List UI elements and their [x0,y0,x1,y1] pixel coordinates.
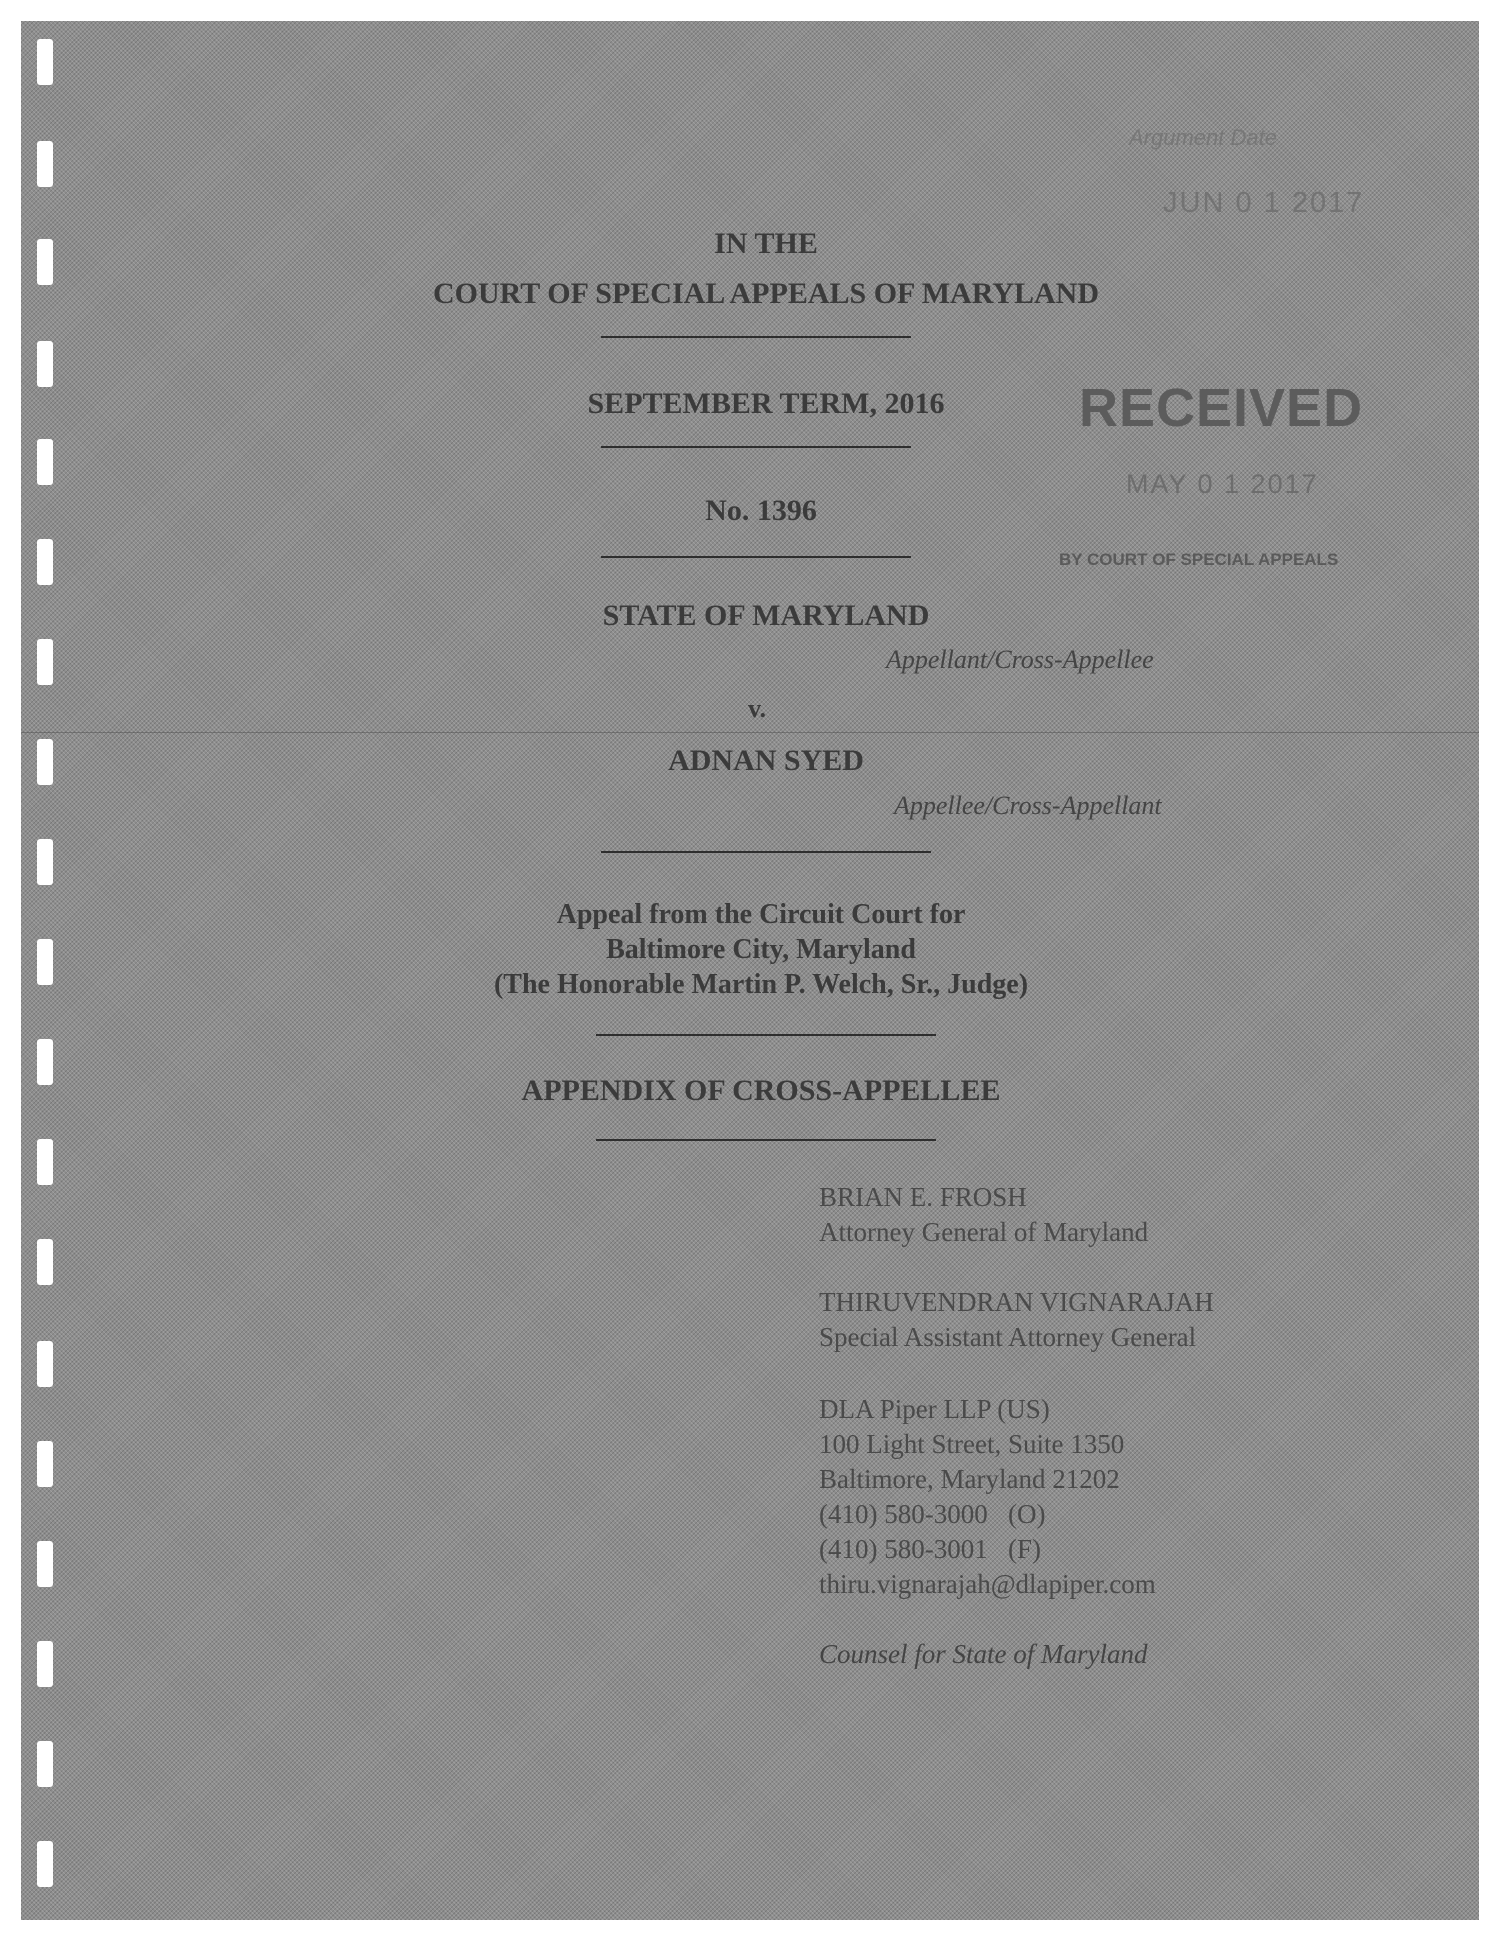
counsel-name-1: BRIAN E. FROSH [819,1182,1027,1212]
binding-hole [37,1741,53,1787]
firm-phone: (410) 580-3000 (O) [819,1499,1046,1529]
binding-hole [37,839,53,885]
binding-hole [37,939,53,985]
counsel-title-1: Attorney General of Maryland [819,1217,1149,1247]
caption-rule [601,851,931,853]
caption-rule [596,1139,936,1141]
caption-rule [601,556,911,558]
binding-hole [37,239,53,285]
binding-hole [37,1441,53,1487]
case-number: No. 1396 [705,494,817,527]
binding-hole [37,1039,53,1085]
counsel-role: Counsel for State of Maryland [819,1639,1148,1669]
counsel-email: thiru.vignarajah@dlapiper.com [819,1569,1156,1599]
caption-rule [601,336,911,338]
versus: v. [747,694,767,723]
appellee-name: ADNAN SYED [668,744,864,777]
firm-street: 100 Light Street, Suite 1350 [819,1429,1125,1459]
counsel-title-2: Special Assistant Attorney General [819,1322,1197,1352]
appeal-line-1: Appeal from the Circuit Court for [556,899,966,930]
document-page [21,21,1479,1920]
binding-hole [37,639,53,685]
firm-fax: (410) 580-3001 (F) [819,1534,1041,1564]
counsel-name-2: THIRUVENDRAN VIGNARAJAH [819,1287,1214,1317]
binding-hole [37,539,53,585]
received-stamp: RECEIVED [1079,378,1364,438]
received-by-stamp: BY COURT OF SPECIAL APPEALS [1059,550,1339,569]
received-date-stamp: MAY 0 1 2017 [1126,469,1319,499]
appellant-role: Appellant/Cross-Appellee [886,645,1154,674]
caption-rule [596,1034,936,1036]
appellee-role: Appellee/Cross-Appellant [894,791,1162,820]
binding-hole [37,39,53,85]
caption-rule [601,446,911,448]
argument-date-stamp: JUN 0 1 2017 [1163,187,1365,219]
appeal-line-3: (The Honorable Martin P. Welch, Sr., Judge) [493,969,1029,1000]
firm-name: DLA Piper LLP (US) [819,1394,1050,1424]
argument-date-label: Argument Date [1129,125,1277,150]
binding-hole [37,739,53,785]
binding-hole [37,1541,53,1587]
binding-hole [37,439,53,485]
scan-seam [21,732,1479,733]
appellant-name: STATE OF MARYLAND [602,599,930,632]
appeal-line-2: Baltimore City, Maryland [606,934,916,965]
binding-hole [37,1341,53,1387]
binding-hole [37,141,53,187]
court-name: COURT OF SPECIAL APPEALS OF MARYLAND [432,277,1100,310]
caption-in-the: IN THE [714,227,818,260]
binding-hole [37,1641,53,1687]
binding-hole [37,1139,53,1185]
binding-hole [37,341,53,387]
firm-city: Baltimore, Maryland 21202 [819,1464,1120,1494]
binding-hole [37,1841,53,1887]
binding-hole [37,1239,53,1285]
document-title: APPENDIX OF CROSS-APPELLEE [521,1074,1001,1107]
term: SEPTEMBER TERM, 2016 [587,387,945,420]
